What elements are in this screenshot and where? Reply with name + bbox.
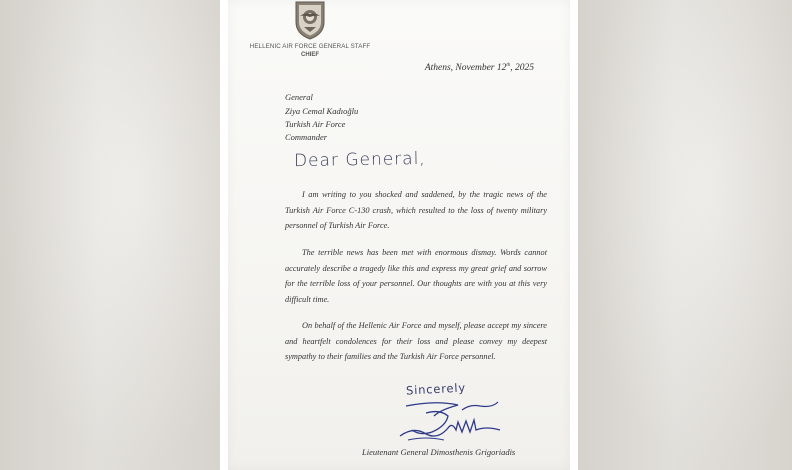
signer-name: Lieutenant General Dimosthenis Grigoriadis [362,447,516,457]
body-paragraph-3: On behalf of the Hellenic Air Force and myself, please accept my sincere and heartfelt condolences for their loss and please convey my deepest sympathy to their families and the Turkish Air Force personnel. [285,321,547,361]
organization-name: HELLENIC AIR FORCE GENERAL STAFF [249,43,371,50]
white-border-left [220,0,228,470]
date-year: , 2025 [510,63,534,74]
blurred-background-left [0,0,220,470]
body-paragraph-1: I am writing to you shocked and saddened, by the tragic news of the Turkish Air Force C-130 crash, which resulted to the loss of twenty military personnel of Turkish Air Force. [285,190,547,230]
letter-page [228,0,570,470]
recipient-line-3: Turkish Air Force [285,119,346,129]
body-paragraph-2: The terrible news has been met with enormous dismay. Words cannot accurately describe a tragedy like this and express my great grief and sorrow for the terrible loss of your personnel. Our thoughts are with you at this very difficult time. [285,248,547,304]
date-place-day: Athens, November 12 [424,63,507,74]
recipient-line-2: Ziya Cemal Kadıoğlu [285,106,359,116]
office-title: CHIEF [301,52,319,58]
white-border-right [570,0,578,470]
blurred-background-right [578,0,792,470]
handwritten-signature [396,396,504,448]
date-ordinal: th [506,63,511,68]
recipient-line-4: Commander [285,132,328,142]
recipient-line-1: General [285,92,313,102]
handwritten-salutation: Dear General, [293,148,426,172]
handwritten-closing: Sincerely [405,380,467,398]
hellenic-air-force-emblem-icon [292,0,328,40]
letter-date [425,63,534,73]
